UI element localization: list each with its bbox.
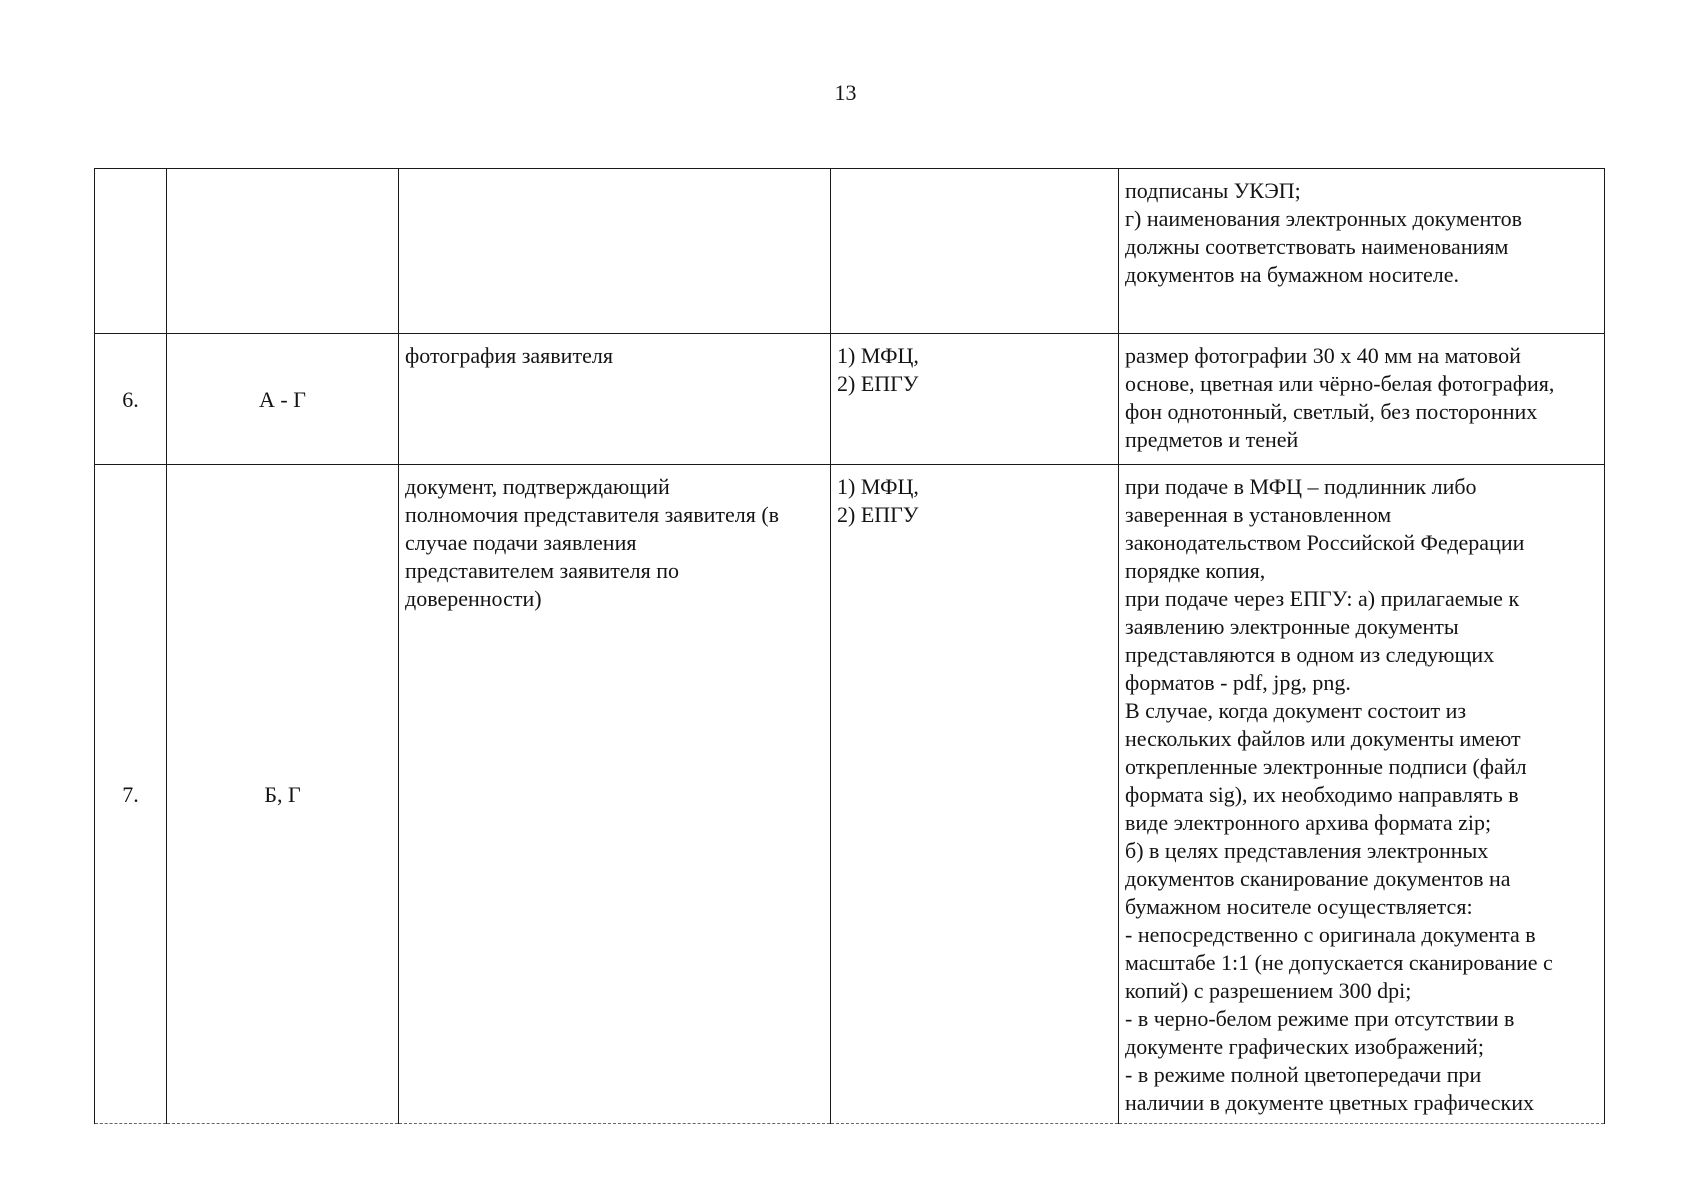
cell-text-line: случае подачи заявления xyxy=(405,530,637,555)
cell-text-line: бумажном носителе осуществляется: xyxy=(1125,894,1473,919)
document-name-cell xyxy=(399,169,831,334)
cell-text-line: доверенности) xyxy=(405,586,542,611)
cell-text-line: нескольких файлов или документы имеют xyxy=(1125,726,1521,751)
row-number-cell xyxy=(95,169,167,334)
cell-text-line: В случае, когда документ состоит из xyxy=(1125,698,1467,723)
cell-text-line: - непосредственно с оригинала документа в xyxy=(1125,922,1536,947)
cell-text-line: г) наименования электронных документов xyxy=(1125,206,1522,231)
cell-text-line: законодательством Российской Федерации xyxy=(1125,530,1525,555)
cell-text-line: при подаче в МФЦ – подлинник либо xyxy=(1125,474,1477,499)
requirements-table xyxy=(94,168,1605,1124)
applicant-category-cell: Б, Г xyxy=(167,465,399,1124)
cell-text-line: 2) ЕПГУ xyxy=(837,502,919,527)
document-name-cell xyxy=(399,334,831,465)
table-row xyxy=(95,465,1605,1124)
cell-text-line: размер фотографии 30 х 40 мм на матовой xyxy=(1125,343,1521,368)
cell-text-line: должны соответствовать наименованиям xyxy=(1125,234,1509,259)
page-number: 13 xyxy=(834,80,857,105)
submission-channels-cell xyxy=(831,169,1119,334)
cell-text-line: порядке копия, xyxy=(1125,558,1266,583)
cell-text-line: при подаче через ЕПГУ: а) прилагаемые к xyxy=(1125,586,1520,611)
applicant-category-cell xyxy=(167,169,399,334)
cell-text-line: копий) с разрешением 300 dpi; xyxy=(1125,978,1412,1003)
cell-text-line: масштабе 1:1 (не допускается сканирование с xyxy=(1125,950,1553,975)
requirements-cell xyxy=(1119,334,1605,465)
cell-text-line: - в черно-белом режиме при отсутствии в xyxy=(1125,1006,1515,1031)
cell-text-line: формата sig), их необходимо направлять в xyxy=(1125,782,1519,807)
submission-channels-cell xyxy=(831,334,1119,465)
cell-text-line: полномочия представителя заявителя (в xyxy=(405,502,780,527)
cell-text-line: фон однотонный, светлый, без посторонних xyxy=(1125,399,1538,424)
submission-channels-cell xyxy=(831,465,1119,1124)
cell-text-line: документов на бумажном носителе. xyxy=(1125,262,1460,287)
cell-text-line: документе графических изображений; xyxy=(1125,1034,1484,1059)
cell-text-line: фотография заявителя xyxy=(405,343,613,368)
cell-text-line: наличии в документе цветных графических xyxy=(1125,1090,1534,1115)
cell-text-line: основе, цветная или чёрно-белая фотография, xyxy=(1125,371,1555,396)
requirements-cell xyxy=(1119,169,1605,334)
cell-text-line: предметов и теней xyxy=(1125,427,1299,452)
cell-text-line: представляются в одном из следующих xyxy=(1125,642,1495,667)
row-number-cell: 6. xyxy=(95,334,167,465)
requirements-cell xyxy=(1119,465,1605,1124)
cell-text-line: открепленные электронные подписи (файл xyxy=(1125,754,1527,779)
row-number-cell: 7. xyxy=(95,465,167,1124)
applicant-category-cell: А - Г xyxy=(167,334,399,465)
cell-text-line: виде электронного архива формата zip; xyxy=(1125,810,1492,835)
table-row xyxy=(95,169,1605,334)
cell-text-line: б) в целях представления электронных xyxy=(1125,838,1489,863)
table-row xyxy=(95,334,1605,465)
cell-text-line: - в режиме полной цветопередачи при xyxy=(1125,1062,1482,1087)
cell-text-line: заверенная в установленном xyxy=(1125,502,1392,527)
cell-text-line: документ, подтверждающий xyxy=(405,474,670,499)
document-name-cell xyxy=(399,465,831,1124)
cell-text-line: 2) ЕПГУ xyxy=(837,371,919,396)
cell-text-line: 1) МФЦ, xyxy=(837,474,919,499)
cell-text-line: 1) МФЦ, xyxy=(837,343,919,368)
cell-text-line: форматов - pdf, jpg, png. xyxy=(1125,670,1351,695)
cell-text-line: заявлению электронные документы xyxy=(1125,614,1459,639)
cell-text-line: представителем заявителя по xyxy=(405,558,680,583)
cell-text-line: подписаны УКЭП; xyxy=(1125,178,1301,203)
cell-text-line: документов сканирование документов на xyxy=(1125,866,1511,891)
